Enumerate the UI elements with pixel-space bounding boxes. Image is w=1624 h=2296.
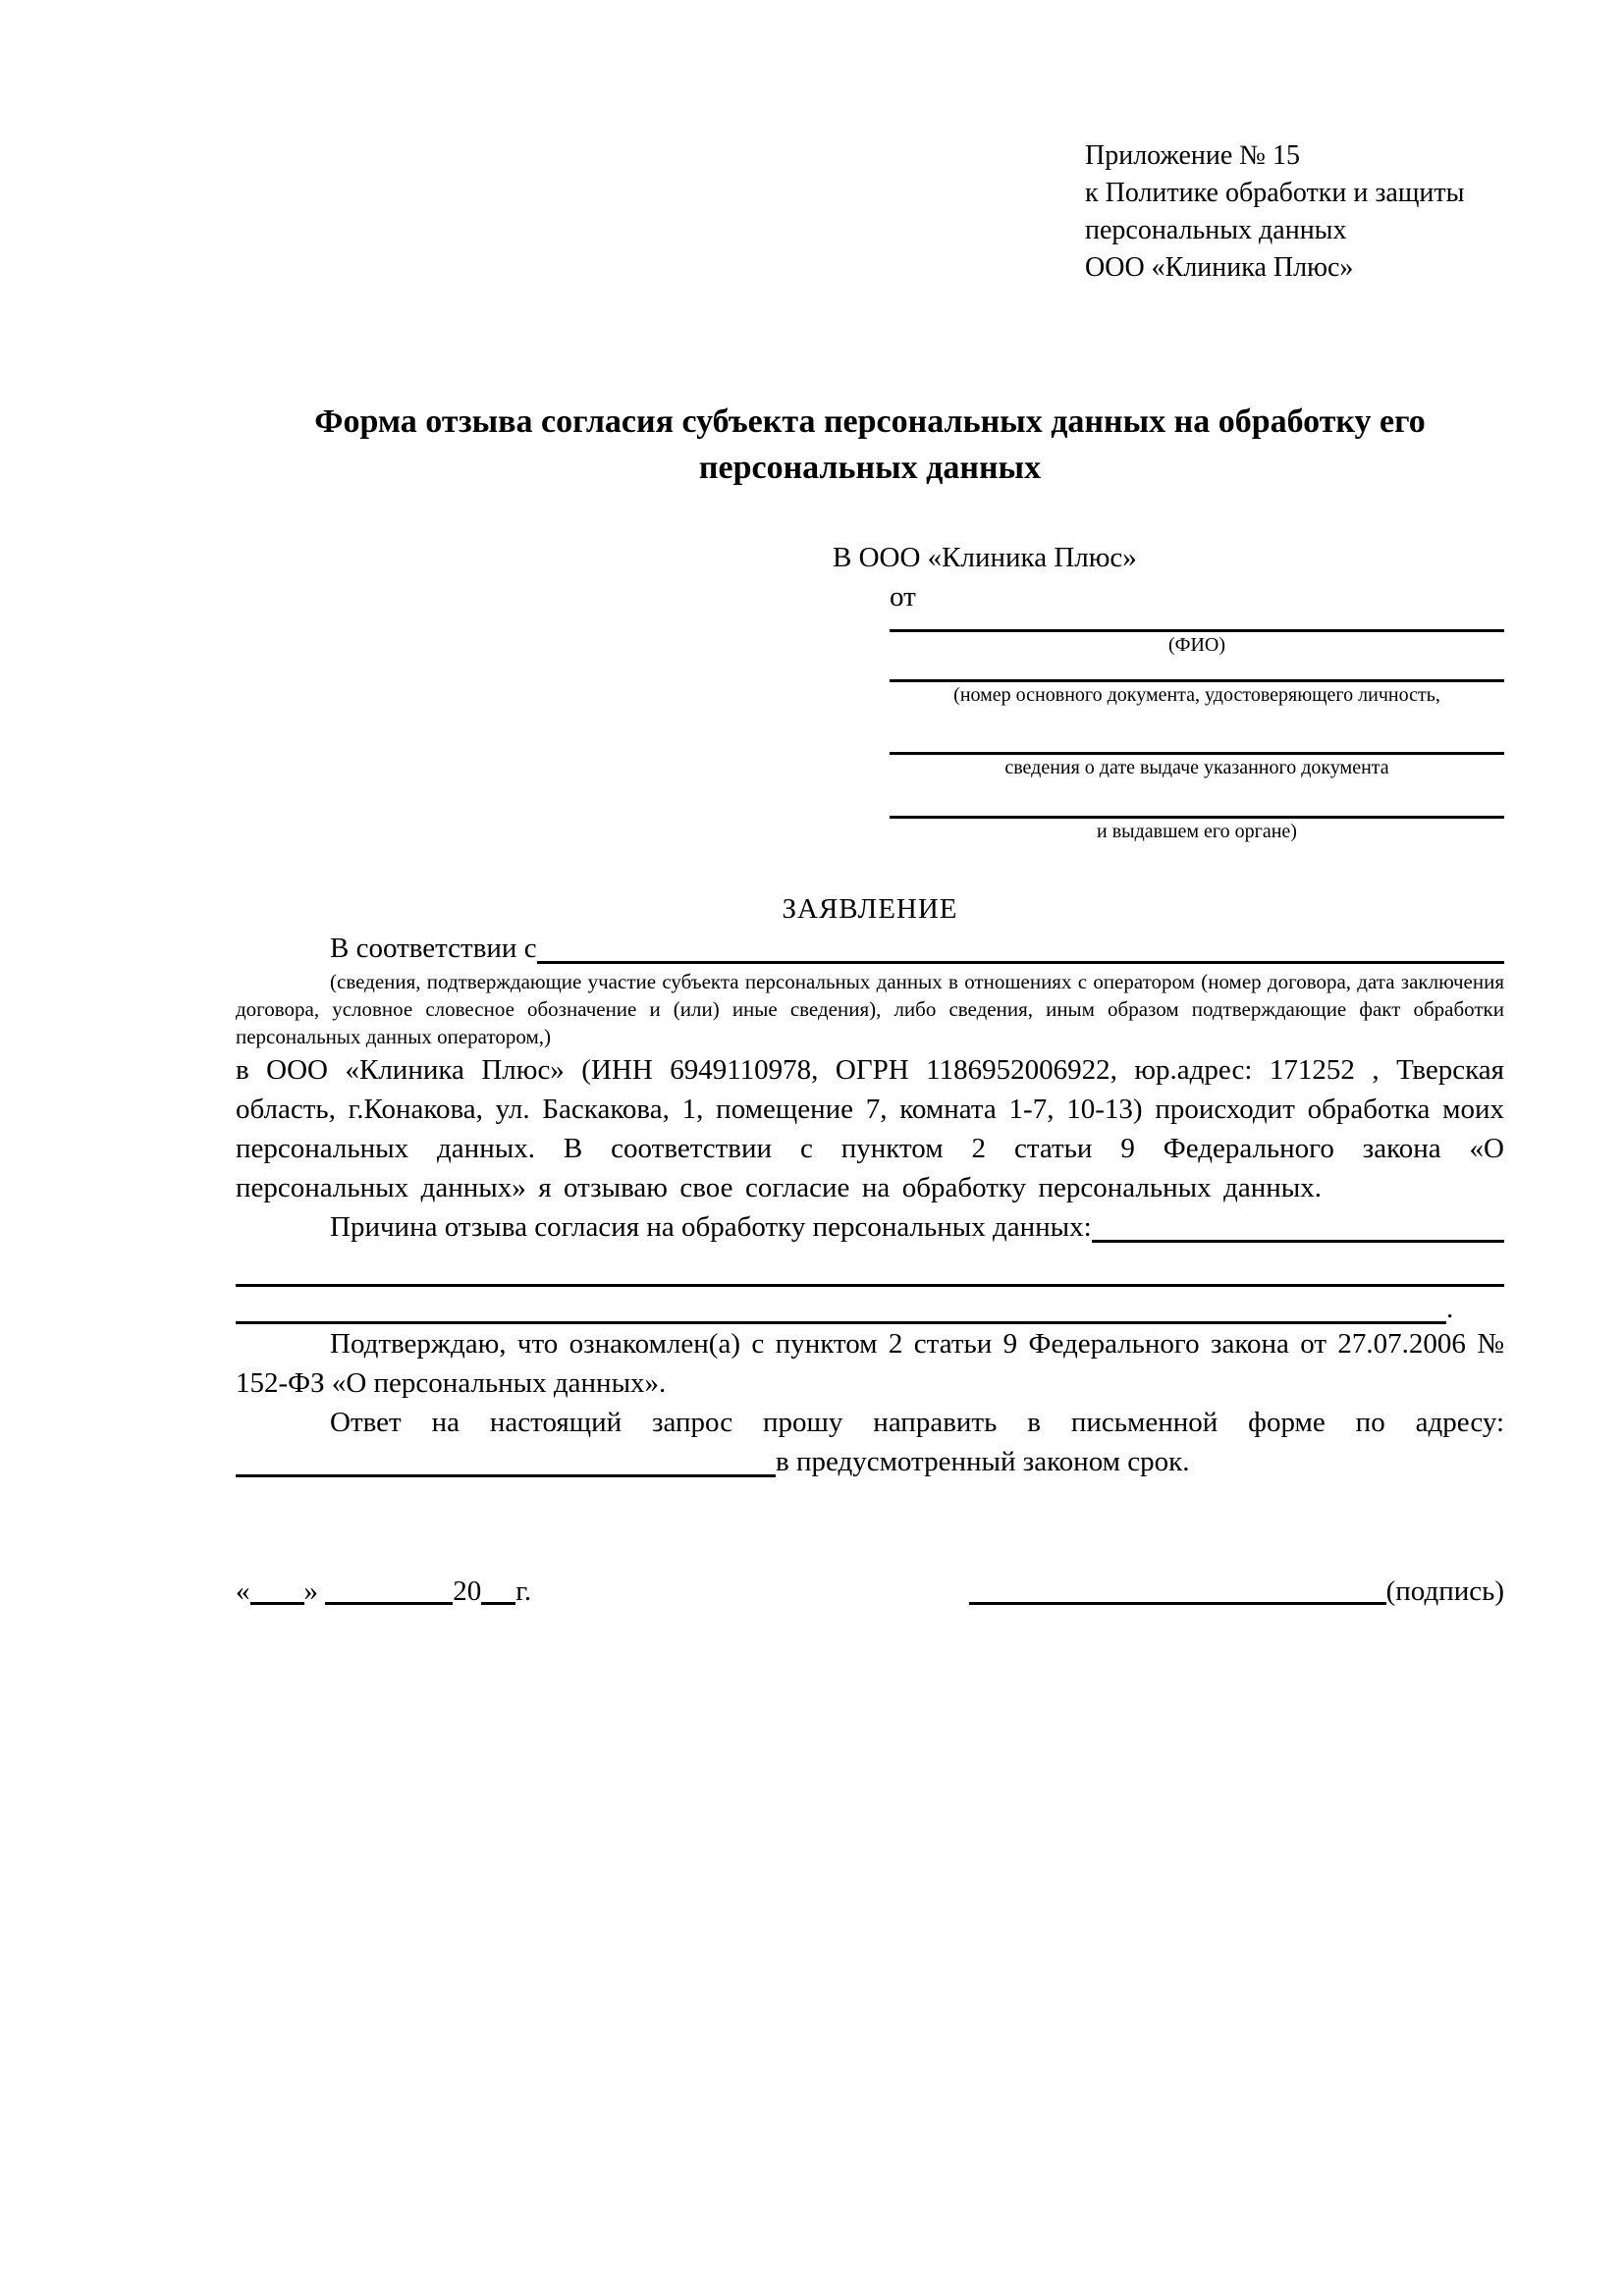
addressee-from-label: от	[890, 581, 916, 613]
close-quote: »	[303, 1575, 318, 1607]
issuing-authority-fill-line[interactable]	[890, 780, 1504, 819]
open-quote: «	[236, 1575, 250, 1607]
addressee-to: В ООО «Клиника Плюс»	[833, 542, 1137, 573]
appendix-header-line: персональных данных	[1085, 215, 1347, 245]
main-paragraph: в ООО «Клиника Плюс» (ИНН 6949110978, ОГРН 1186952006922, юр.адрес: 171252 , Тверская область, г.Конакова, ул. Баскакова, 1, помещение 7, комната 1-7, 10-13) происходит обработка моих персональных данных. В соответствии с пунктом 2 статьи 9 Федерального закона «О персональных данных» я отзываю свое согласие на обработку персональных данных.	[236, 1054, 1504, 1203]
reason-fill-line-2[interactable]	[236, 1247, 1504, 1287]
year-suffix: г.	[515, 1575, 532, 1607]
day-fill-line[interactable]	[250, 1602, 304, 1605]
address-fill-line[interactable]	[236, 1442, 776, 1477]
appendix-header-line: Приложение № 15	[1085, 140, 1300, 171]
document-number-fill-line[interactable]	[890, 658, 1504, 682]
in-accordance-fill-line[interactable]	[537, 929, 1504, 964]
reply-tail-text: в предусмотренный законом срок.	[776, 1446, 1190, 1477]
signature-row	[236, 1572, 1504, 1611]
year-prefix: 20	[453, 1575, 482, 1607]
issue-date-caption: сведения о дате выдаче указанного документа	[1004, 757, 1389, 778]
period-mark: .	[1446, 1293, 1454, 1324]
addressee-block	[833, 538, 1504, 844]
issue-date-fill-line[interactable]	[890, 708, 1504, 755]
signature-fill-line[interactable]	[969, 1602, 1386, 1605]
year-fill-line[interactable]	[481, 1602, 515, 1605]
in-accordance-label: В соответствии с	[330, 933, 537, 964]
issuing-authority-caption: и выдавшем его органе)	[1097, 821, 1297, 842]
fio-fill-line[interactable]	[890, 616, 1504, 632]
in-accordance-row	[236, 929, 1504, 968]
date-group	[236, 1572, 531, 1611]
month-fill-line[interactable]	[325, 1602, 453, 1605]
appendix-header-line: к Политике обработки и защиты	[1085, 178, 1465, 208]
fio-caption: (ФИО)	[1167, 634, 1225, 656]
document-number-caption: (номер основного документа, удостоверяющего личность,	[953, 684, 1440, 706]
reason-fill-line-3[interactable]	[236, 1287, 1446, 1324]
signature-caption: (подпись)	[1385, 1575, 1504, 1607]
reason-fill-row-3	[236, 1287, 1504, 1324]
statement-heading: ЗАЯВЛЕНИЕ	[782, 893, 958, 925]
reply-address-row	[236, 1442, 1504, 1481]
appendix-header-line: ООО «Клиника Плюс»	[1085, 252, 1354, 283]
appendix-header	[1085, 137, 1504, 287]
confirm-paragraph: Подтверждаю, что ознакомлен(а) с пунктом 2 статьи 9 Федерального закона от 27.07.2006 № 152-ФЗ «О персональных данных».	[236, 1328, 1504, 1399]
reply-paragraph: Ответ на настоящий запрос прошу направить в письменной форме по адресу:	[330, 1407, 1504, 1438]
signature-group	[969, 1572, 1504, 1611]
reason-row	[236, 1207, 1504, 1247]
form-title: Форма отзыва согласия субъекта персональных данных на обработку его персональных данных	[314, 403, 1426, 486]
reason-label: Причина отзыва согласия на обработку персональных данных:	[330, 1211, 1092, 1243]
reason-fill-line[interactable]	[1092, 1207, 1504, 1243]
footnote-text: (сведения, подтверждающие участие субъекта персональных данных в отношениях с оператором (номер договора, дата заключения договора, условное словесное обозначение и (или) иные сведения), либо сведения, иным образом подтверждающие факт обработки персональных данных оператором,)	[236, 970, 1504, 1048]
